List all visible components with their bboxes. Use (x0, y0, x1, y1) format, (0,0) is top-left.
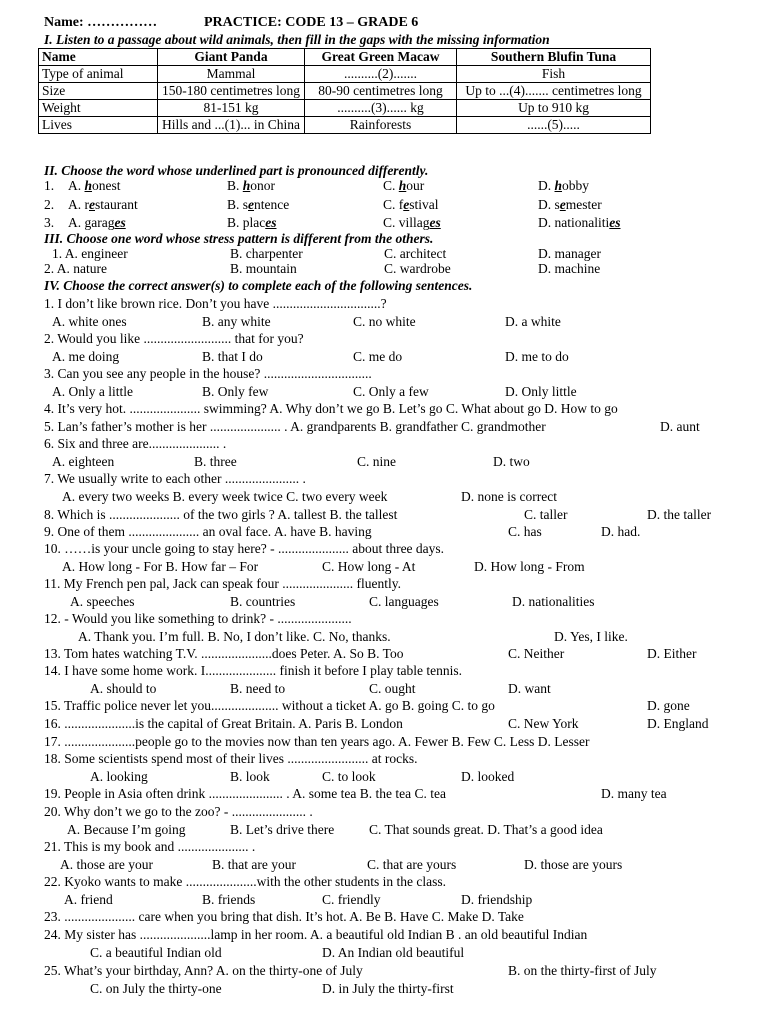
option-a: 1. A. engineer (52, 246, 128, 261)
option-d: D. nationalities (512, 594, 595, 609)
option-a: A. me doing (52, 349, 120, 364)
option-d: D. the taller (647, 507, 712, 522)
option-b: B. look (230, 769, 270, 784)
table-cell: Rainforests (305, 117, 457, 134)
option-d: D. hobby (538, 178, 590, 193)
option-c: C. that are yours (367, 857, 457, 872)
table-row (39, 117, 651, 134)
section-2-heading: II. Choose the word whose underlined part is pronounced differently. (44, 163, 429, 178)
option-d: D. want (508, 681, 551, 696)
question-1: 1. I don’t like brown rice. Don’t you have ................................? (44, 296, 387, 311)
table-row (39, 100, 651, 117)
option-d: D. in July the thirty-first (322, 981, 454, 996)
name-label: Name: …………… (44, 15, 158, 30)
table-cell: ......(5)..... (457, 117, 651, 134)
option-d: D. a white (505, 314, 561, 329)
option-a: A. garages (68, 215, 126, 230)
table-row (39, 66, 651, 83)
options-ab: A. How long - For B. How far – For (62, 559, 259, 574)
question-15: 15. Traffic police never let you.................... without a ticket A. go B. going C. to go (44, 698, 495, 713)
option-a: A. looking (90, 769, 148, 784)
option-b: B. sentence (227, 197, 290, 212)
option-d: D. nationalities (538, 215, 621, 230)
option-d: D. gone (647, 698, 690, 713)
option-c: C. New York (508, 716, 579, 731)
animal-info-table (38, 48, 651, 134)
table-cell: Weight (39, 100, 158, 117)
question-23: 23. ..................... care when you bring that dish. It’s hot. A. Be B. Have C. Make D. Take (44, 909, 524, 924)
option-c: C. me do (353, 349, 403, 364)
table-cell: 150-180 centimetres long (158, 83, 305, 100)
option-b: B. friends (202, 892, 256, 907)
question-13: 13. Tom hates watching T.V. .....................does Peter. A. So B. Too (44, 646, 404, 661)
section-4-heading: IV. Choose the correct answer(s) to complete each of the following sentences. (44, 278, 473, 293)
option-b: B. honor (227, 178, 276, 193)
option-c: C. friendly (322, 892, 381, 907)
option-d: D. How long - From (474, 559, 585, 574)
option-c: C. Neither (508, 646, 565, 661)
option-d: D. machine (538, 261, 601, 276)
option-d: D. Either (647, 646, 697, 661)
option-b: B. three (194, 454, 237, 469)
column-header: Name (39, 49, 158, 66)
option-c: C. nine (357, 454, 396, 469)
column-header: Southern Blufin Tuna (457, 49, 651, 66)
option-d: D. England (647, 716, 709, 731)
options-abc: A. every two weeks B. every week twice C. two every week (62, 489, 388, 504)
column-header: Great Green Macaw (305, 49, 457, 66)
question-10: 10. ……is your uncle going to stay here? - ..................... about three days. (44, 541, 445, 556)
option-a: A. Because I’m going (67, 822, 186, 837)
option-d: D. manager (538, 246, 601, 261)
question-number: 1. (44, 178, 55, 193)
question-16: 16. .....................is the capital of Great Britain. A. Paris B. London (44, 716, 403, 731)
option-d: D. Only little (505, 384, 577, 399)
question-12: 12. - Would you like something to drink? - ...................... (44, 611, 352, 626)
table-cell: ..........(2)....... (305, 66, 457, 83)
option-c: C. architect (384, 246, 447, 261)
question-25: 25. What’s your birthday, Ann? A. on the thirty-one of July (44, 963, 363, 978)
question-2: 2. Would you like .......................... that for you? (44, 331, 304, 346)
question-17: 17. .....................people go to the movies now than ten years ago. A. Fewer B. Few C. Less D. Lesser (44, 734, 590, 749)
option-a: A. those are your (60, 857, 153, 872)
option-c: C. to look (322, 769, 376, 784)
question-19: 19. People in Asia often drink ...................... . A. some tea B. the tea C. tea (44, 786, 446, 801)
question-14: 14. I have some home work. I..................... finish it before I play table tennis. (44, 663, 463, 678)
table-cell: Size (39, 83, 158, 100)
table-row (39, 83, 651, 100)
option-d: D. friendship (461, 892, 533, 907)
option-d: D. two (493, 454, 530, 469)
option-c: C. hour (383, 178, 425, 193)
option-d: D. Yes, I like. (554, 629, 628, 644)
table-cell: Lives (39, 117, 158, 134)
table-cell: 81-151 kg (158, 100, 305, 117)
option-a: A. Only a little (52, 384, 133, 399)
page-title: PRACTICE: CODE 13 – GRADE 6 (204, 15, 419, 30)
option-a: A. honest (68, 178, 121, 193)
option-b: B. any white (202, 314, 271, 329)
option-b: B. on the thirty-first of July (508, 963, 657, 978)
option-b: B. that are your (212, 857, 296, 872)
question-number: 2. (44, 197, 55, 212)
option-b: B. Let’s drive there (230, 822, 335, 837)
option-d: D. aunt (660, 419, 700, 434)
section-1-heading: I. Listen to a passage about wild animals, then fill in the gaps with the missing information (44, 32, 550, 47)
option-c: C. ought (369, 681, 416, 696)
option-b: B. mountain (230, 261, 297, 276)
question-9: 9. One of them ..................... an oval face. A. have B. having (44, 524, 372, 539)
option-d: D. none is correct (461, 489, 557, 504)
option-a: A. should to (90, 681, 157, 696)
table-cell: Mammal (158, 66, 305, 83)
option-c: C. has (508, 524, 542, 539)
column-header: Giant Panda (158, 49, 305, 66)
table-cell: Fish (457, 66, 651, 83)
question-20: 20. Why don’t we go to the zoo? - ...................... . (44, 804, 313, 819)
question-8: 8. Which is ..................... of the two girls ? A. tallest B. the tallest (44, 507, 398, 522)
question-22: 22. Kyoko wants to make .....................with the other students in the class. (44, 874, 446, 889)
section-3-heading: III. Choose one word whose stress pattern is different from the others. (44, 231, 434, 246)
option-d: D. An Indian old beautiful (322, 945, 465, 960)
option-b: B. countries (230, 594, 296, 609)
option-c: C. no white (353, 314, 416, 329)
question-24: 24. My sister has .....................lamp in her room. A. a beautiful old Indian B . an old beautiful Indian (44, 927, 588, 942)
option-d: D. had. (601, 524, 641, 539)
option-d: D. semester (538, 197, 602, 212)
question-6: 6. Six and three are..................... . (44, 436, 227, 451)
table-cell: Up to 910 kg (457, 100, 651, 117)
option-b: B. Only few (202, 384, 269, 399)
question-5: 5. Lan’s father’s mother is her ..................... . A. grandparents B. grandfather C. grandmother (44, 419, 546, 434)
option-b: B. places (227, 215, 277, 230)
question-4: 4. It’s very hot. ..................... swimming? A. Why don’t we go B. Let’s go C. What about go D. How to go (44, 401, 618, 416)
option-a: A. restaurant (68, 197, 138, 212)
option-a: A. white ones (52, 314, 127, 329)
question-7: 7. We usually write to each other ...................... . (44, 471, 306, 486)
option-d: D. those are yours (524, 857, 623, 872)
option-d: D. me to do (505, 349, 569, 364)
table-cell: ..........(3)...... kg (305, 100, 457, 117)
option-d: D. many tea (601, 786, 667, 801)
question-21: 21. This is my book and ..................... . (44, 839, 256, 854)
table-cell: Hills and ...(1)... in China (158, 117, 305, 134)
table-cell: 80-90 centimetres long (305, 83, 457, 100)
question-3: 3. Can you see any people in the house? ................................ (44, 366, 372, 381)
option-c: C. Only a few (353, 384, 429, 399)
option-c: C. on July the thirty-one (90, 981, 222, 996)
question-18: 18. Some scientists spend most of their lives ........................ at rocks. (44, 751, 418, 766)
question-number: 3. (44, 215, 55, 230)
option-c: C. villages (383, 215, 441, 230)
table-header-row (39, 49, 651, 66)
option-c: C. How long - At (322, 559, 416, 574)
option-a: A. speeches (70, 594, 135, 609)
option-b: B. charpenter (230, 246, 303, 261)
option-c: C. languages (369, 594, 439, 609)
table-cell: Type of animal (39, 66, 158, 83)
option-c: C. wardrobe (384, 261, 451, 276)
option-a: 2. A. nature (44, 261, 107, 276)
table-cell: Up to ...(4)....... centimetres long (457, 83, 651, 100)
options-abc: A. Thank you. I’m full. B. No, I don’t like. C. No, thanks. (78, 629, 391, 644)
question-11: 11. My French pen pal, Jack can speak four ..................... fluently. (44, 576, 402, 591)
option-c: C. festival (383, 197, 439, 212)
option-b: B. that I do (202, 349, 263, 364)
option-c: C. a beautiful Indian old (90, 945, 222, 960)
option-a: A. friend (64, 892, 113, 907)
options-cd: C. That sounds great. D. That’s a good idea (369, 822, 603, 837)
option-b: B. need to (230, 681, 286, 696)
option-a: A. eighteen (52, 454, 115, 469)
option-d: D. looked (461, 769, 515, 784)
option-c: C. taller (524, 507, 568, 522)
